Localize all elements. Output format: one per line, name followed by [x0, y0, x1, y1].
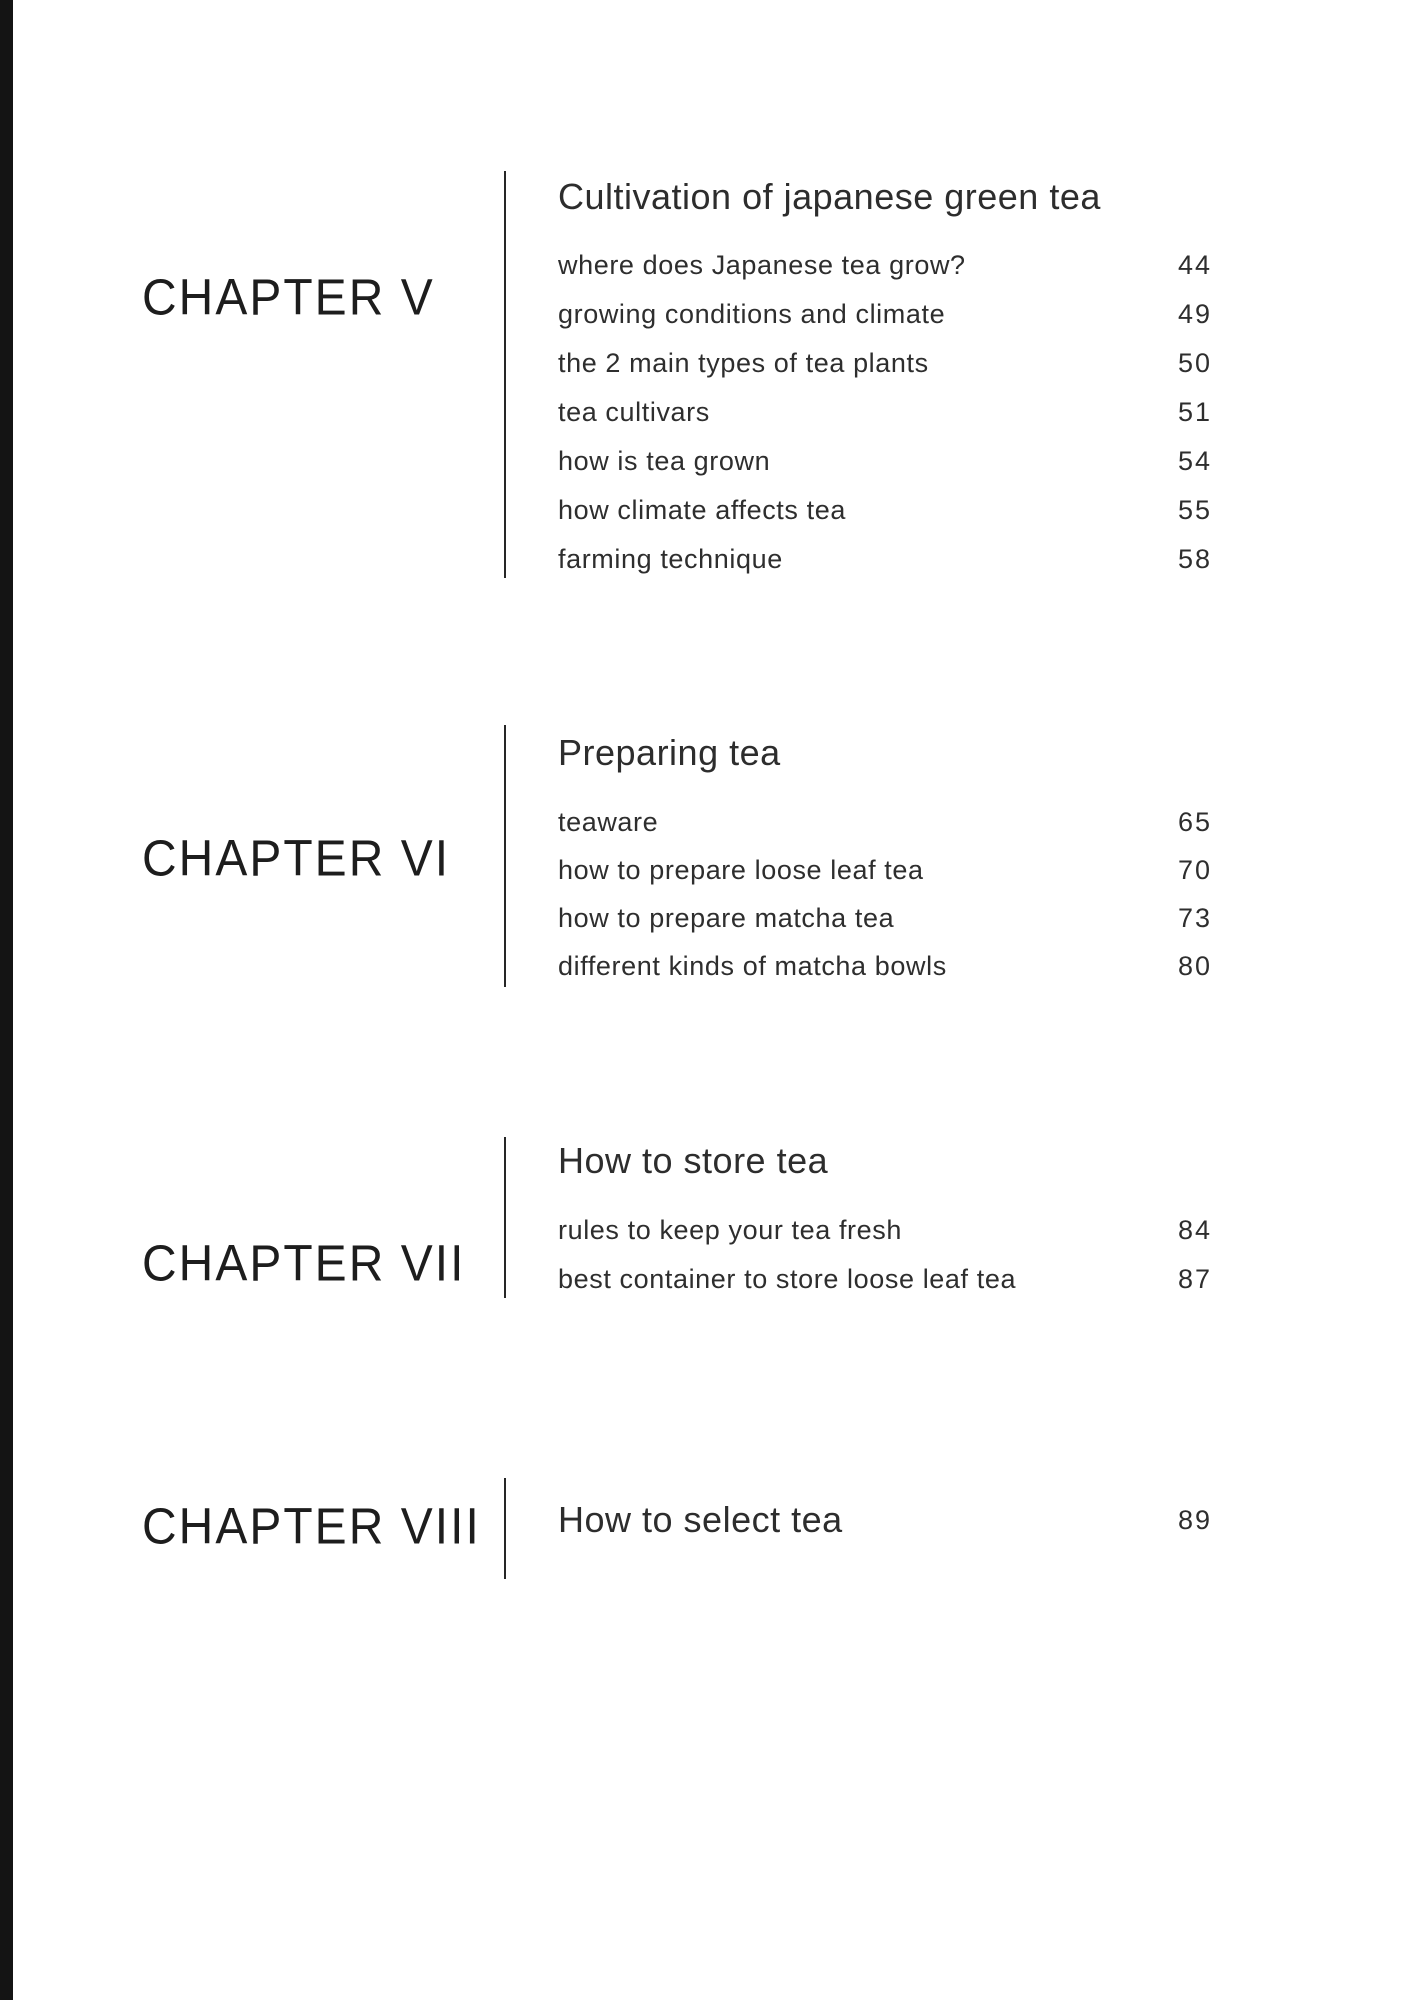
chapter-content [558, 1478, 1212, 1588]
chapter-label-viii: CHAPTER VIII [142, 1496, 481, 1555]
section-title: How to store tea [558, 1140, 829, 1181]
toc-item [558, 1255, 1212, 1304]
chapter-section-vii [0, 1137, 1414, 1312]
page-number: 65 [1177, 806, 1212, 837]
page-number: 80 [1177, 950, 1212, 981]
page-number: 54 [1177, 446, 1212, 476]
toc-item-label: tea cultivars [558, 397, 710, 427]
chapter-label-v: CHAPTER V [142, 267, 435, 326]
chapter-section-vi [0, 725, 1414, 1000]
chapter-content [558, 171, 1212, 591]
chapter-label-vii: CHAPTER VII [142, 1233, 466, 1292]
toc-item [558, 339, 1212, 388]
toc-item-label: teaware [558, 806, 659, 837]
toc-item [558, 894, 1212, 942]
vertical-divider [504, 725, 506, 987]
vertical-divider [504, 1478, 506, 1579]
toc-item-list [558, 1206, 1212, 1304]
toc-item [558, 388, 1212, 437]
toc-item-label: how to prepare matcha tea [558, 902, 895, 933]
toc-item [558, 1206, 1212, 1255]
toc-item [558, 1496, 1212, 1544]
page-number: 87 [1177, 1264, 1212, 1294]
page-number: 89 [1177, 1504, 1212, 1535]
page-number: 51 [1177, 397, 1212, 427]
toc-item-list [558, 241, 1212, 584]
toc-item-label: rules to keep your tea fresh [558, 1215, 902, 1245]
section-title: Cultivation of japanese green tea [558, 176, 1101, 217]
page-number: 70 [1177, 854, 1212, 885]
page-number: 84 [1177, 1215, 1212, 1245]
toc-item-label: farming technique [558, 544, 783, 574]
toc-item [558, 290, 1212, 339]
toc-item [558, 486, 1212, 535]
section-title: How to select tea [558, 1499, 843, 1540]
chapter-content [558, 725, 1212, 1000]
toc-item-label: how to prepare loose leaf tea [558, 854, 924, 885]
page-number: 49 [1177, 299, 1212, 329]
chapter-section-viii [0, 1478, 1414, 1588]
toc-item-label: how is tea grown [558, 446, 771, 476]
toc-item [558, 798, 1212, 846]
toc-item-label: growing conditions and climate [558, 299, 946, 329]
toc-item [558, 241, 1212, 290]
page-number: 44 [1177, 250, 1212, 280]
section-title: Preparing tea [558, 732, 781, 773]
page-number: 50 [1177, 348, 1212, 378]
chapter-section-v [0, 171, 1414, 591]
vertical-divider [504, 1137, 506, 1298]
toc-item [558, 437, 1212, 486]
page-number: 55 [1177, 495, 1212, 525]
toc-item-label: the 2 main types of tea plants [558, 348, 929, 378]
toc-item-list [558, 798, 1212, 990]
toc-item [558, 942, 1212, 990]
toc-item-label: best container to store loose leaf tea [558, 1264, 1017, 1294]
chapter-content [558, 1137, 1212, 1312]
page-number: 73 [1177, 902, 1212, 933]
page-number: 58 [1177, 544, 1212, 574]
vertical-divider [504, 171, 506, 578]
toc-item-label: how climate affects tea [558, 495, 846, 525]
chapter-label-vi: CHAPTER VI [142, 828, 451, 887]
toc-item-label: where does Japanese tea grow? [558, 250, 966, 280]
toc-item [558, 846, 1212, 894]
toc-item [558, 535, 1212, 584]
toc-item-label: different kinds of matcha bowls [558, 950, 947, 981]
